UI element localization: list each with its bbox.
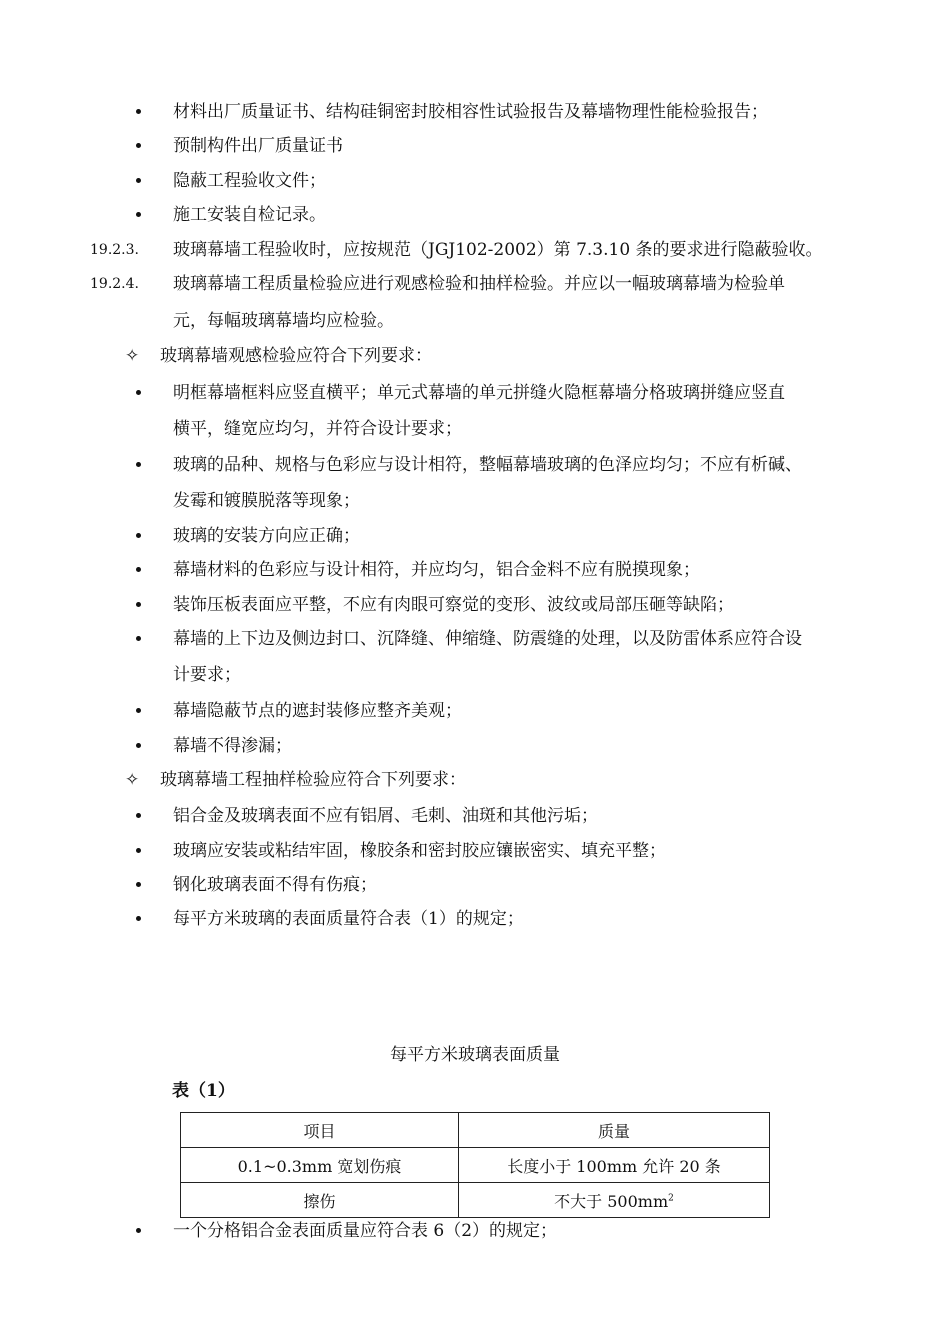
- bullet-icon: [136, 743, 141, 748]
- document-page: 材料出厂质量证书、结构硅铜密封胶相容性试验报告及幕墙物理性能检验报告； 预制构件出厂质量证书 隐蔽工程验收文件； 施工安装自检记录。 19.2.3. 玻璃幕墙工程验收时，应按规范（JGJ102-2002）第 7.3.10 条的要求进行隐蔽验收。 19.2.4. 玻璃幕墙工程质量检验应进行观感检验和抽样检验。并应以一幅玻璃幕墙为检验单 元，每幅玻璃幕墙均应检验。 ✧ 玻璃幕墙观感检验应符合下列要求： 明框幕墙框料应竖直横平；单元式幕墙的单元拼缝火隐框幕墙分格玻璃拼缝应竖直 横平，缝宽应均匀，并符合设计要求； 玻璃的品种、规格与色彩应与设计相符，整幅幕墙玻璃的色泽应均匀；不应有析碱、 发霉和镀膜脱落等现象； 玻璃的安装方向应正确； 幕墙材料的色彩应与设计相符，并应均匀，铝合金料不应有脱摸现象； 装饰压板表面应平整，不应有肉眼可察觉的变形、波纹或局部压砸等缺陷； 幕墙的上下边及侧边封口、沉降缝、伸缩缝、防震缝的处理，以及防雷体系应符合设 计要求； 幕墙隐蔽节点的遮封装修应整齐美观； 幕墙不得渗漏； ✧ 玻璃幕墙工程抽样检验应符合下列要求： 铝合金及玻璃表面不应有铝屑、毛刺、油斑和其他污垢； 玻璃应安装或粘结牢固，橡胶条和密封胶应镶嵌密实、填充平整； 钢化玻璃表面不得有伤痕； 每平方米玻璃的表面质量符合表（1）的规定； 每平方米玻璃表面质量 表（1） 项目 质量 0.1~0.3mm 宽划伤痕 长度小于 100mm 允许 20 条 擦伤 不大于 $500mm^2$ 一个分格铝合金表面质量应符合表 6（2）的规定；: [0, 0, 950, 1344]
- bullet-icon: [136, 462, 141, 467]
- diamond-bullet-icon: ✧: [125, 770, 140, 790]
- table-cell: [459, 1183, 770, 1218]
- bullet-icon: [136, 212, 141, 217]
- bullet-icon: [136, 567, 141, 572]
- clause-text: 玻璃幕墙工程质量检验应进行观感检验和抽样检验。并应以一幅玻璃幕墙为检验单: [173, 274, 785, 294]
- table-cell-value: 不大于 500mm: [554, 1191, 669, 1211]
- table-caption: 每平方米玻璃表面质量: [390, 1045, 560, 1065]
- quality-table: [180, 1112, 770, 1218]
- bullet-icon: [136, 533, 141, 538]
- list-item-continuation: 横平，缝宽应均匀，并符合设计要求；: [173, 419, 462, 439]
- bullet-icon: [136, 636, 141, 641]
- clause-text: 元，每幅玻璃幕墙均应检验。: [173, 311, 394, 331]
- table-row: [181, 1183, 770, 1218]
- table-cell: 擦伤: [181, 1183, 459, 1218]
- bullet-icon: [136, 848, 141, 853]
- table-row: [181, 1148, 770, 1183]
- section-heading: 玻璃幕墙工程抽样检验应符合下列要求：: [160, 770, 466, 790]
- list-item-continuation: 计要求；: [173, 665, 241, 685]
- list-item-continuation: 发霉和镀膜脱落等现象；: [173, 491, 360, 511]
- bullet-icon: [136, 602, 141, 607]
- bullet-icon: [136, 109, 141, 114]
- diamond-bullet-icon: ✧: [125, 346, 140, 366]
- bullet-icon: [136, 916, 141, 921]
- table-header-row: [181, 1113, 770, 1148]
- bullet-icon: [136, 708, 141, 713]
- table-cell: 长度小于 100mm 允许 20 条: [459, 1148, 770, 1183]
- superscript: 2: [668, 1193, 674, 1204]
- bullet-icon: [136, 882, 141, 887]
- bullet-icon: [136, 390, 141, 395]
- table-header-cell: 项目: [181, 1113, 459, 1148]
- clause-number: 19.2.3.: [90, 242, 139, 258]
- bullet-icon: [136, 813, 141, 818]
- clause-number: 19.2.4.: [90, 276, 139, 292]
- table-cell: 0.1~0.3mm 宽划伤痕: [181, 1148, 459, 1183]
- bullet-icon: [136, 1228, 141, 1233]
- clause-text: 玻璃幕墙工程验收时，应按规范（JGJ102-2002）第 7.3.10 条的要求进行隐蔽验收。: [173, 240, 823, 260]
- bullet-icon: [136, 178, 141, 183]
- section-heading: 玻璃幕墙观感检验应符合下列要求：: [160, 346, 432, 366]
- bullet-icon: [136, 143, 141, 148]
- table-header-cell: 质量: [459, 1113, 770, 1148]
- table-label: 表（1）: [172, 1081, 235, 1101]
